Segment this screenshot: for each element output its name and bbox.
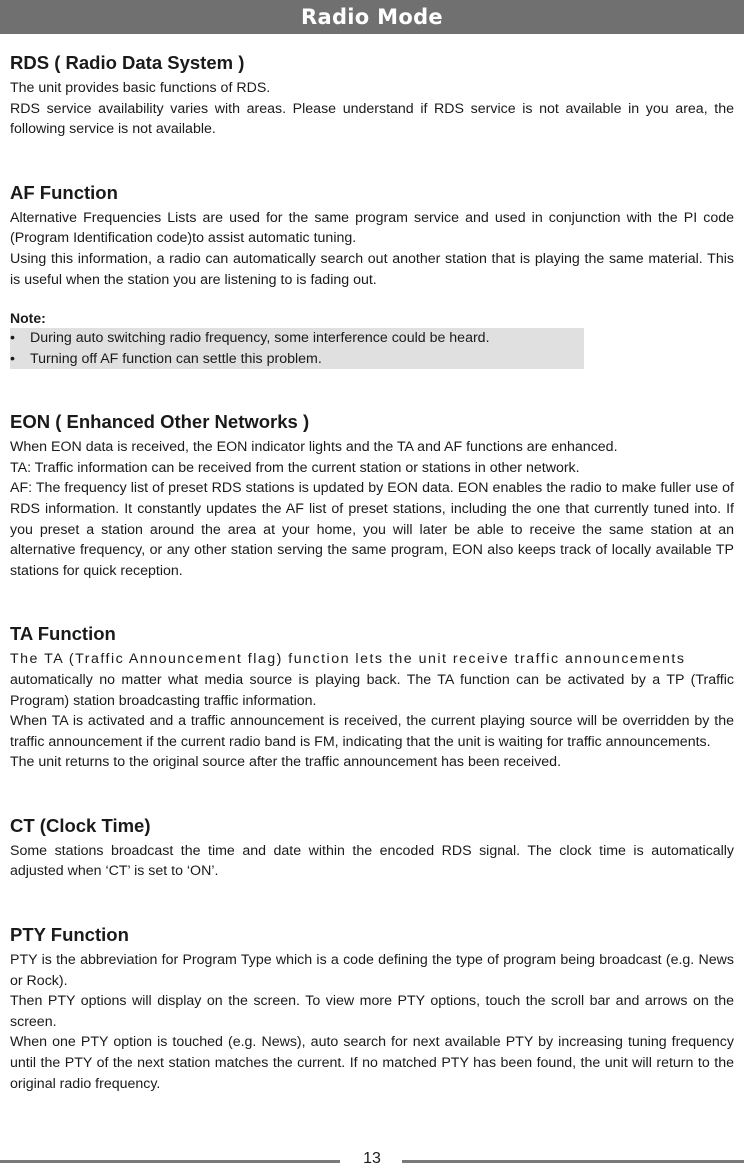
eon-paragraph: TA: Traffic information can be received from the current station or stations in other network. [10, 459, 580, 476]
ta-paragraph: The unit returns to the original source after the traffic announcement has been received. [10, 754, 562, 771]
ta-paragraph-first-line: The TA (Traffic Announcement flag) function lets the unit receive traffic announcements [10, 651, 686, 668]
pty-paragraph: PTY is the abbreviation for Program Type which is a code defining the type of program being broadcast (e.g. News or Rock). [10, 952, 734, 989]
section-title-af: AF Function [10, 181, 118, 203]
footer-divider-right [402, 1160, 744, 1163]
page-header-bar [0, 0, 744, 34]
pty-paragraph: Then PTY options will display on the screen. To view more PTY options, touch the scroll bar and arrows on the screen. [10, 993, 734, 1030]
af-paragraph: Using this information, a radio can automatically search out another station that is playing the same material. This is useful when the station you are listening to is fading out. [10, 250, 734, 288]
section-rds [10, 52, 734, 140]
section-eon [10, 411, 734, 581]
note-item: • Turning off AF function can settle this problem. [10, 349, 584, 370]
note-item: • During auto switching radio frequency, some interference could be heard. [10, 328, 584, 349]
section-spacer [10, 369, 734, 411]
section-title-rds: RDS ( Radio Data System ) [10, 52, 245, 73]
page-content [10, 52, 734, 1094]
note-list [10, 328, 584, 369]
section-title-ct: CT (Clock Time) [10, 814, 151, 836]
ta-paragraph: automatically no matter what media source is playing back. The TA function can be activated by a TP (Traffic Program) station broadcasting traffic information. [10, 671, 734, 709]
page-number: 13 [363, 1150, 381, 1167]
af-paragraph: Alternative Frequencies Lists are used for the same program service and used in conjunction with the PI code (Program Identification code)to assist automatic tuning. [10, 209, 734, 247]
pty-paragraph: When one PTY option is touched (e.g. News), auto search for next available PTY by increasing tuning frequency until the PTY of the next station matches the current. If no matched PTY has been found, the unit will return to the original radio frequency. [10, 1034, 734, 1092]
page-footer [0, 1150, 744, 1168]
section-spacer [10, 882, 734, 924]
rds-paragraph: The unit provides basic functions of RDS. [10, 80, 271, 96]
page-header-title: Radio Mode [301, 5, 443, 29]
ct-paragraph: Some stations broadcast the time and date within the encoded RDS signal. The clock time is automatically adjusted when ‘CT’ is set to ‘ON’. [10, 842, 734, 880]
ta-paragraph: When TA is activated and a traffic announcement is received, the current playing source will be overridden by the traffic announcement if the current radio band is FM, indicating that the unit is waiting for traffic announcements. [10, 713, 734, 750]
section-title-eon: EON ( Enhanced Other Networks ) [10, 411, 310, 433]
section-ct [10, 815, 734, 882]
section-title-pty: PTY Function [10, 924, 129, 946]
section-spacer [10, 581, 734, 623]
eon-paragraph: AF: The frequency list of preset RDS stations is updated by EON data. EON enables the radio to make fuller use of RDS information. It constantly updates the AF list of preset stations, including the one that currently tuned into. If you preset a station around the area at your home, you will later be able to receive the same station at an alternative frequency, or any other station serving the same program, EON also keeps track of locally available TP stations for quick reception. [10, 480, 734, 579]
footer-divider-left [0, 1160, 340, 1163]
eon-paragraph: When EON data is received, the EON indicator lights and the TA and AF functions are enhanced. [10, 439, 618, 456]
section-af [10, 182, 734, 369]
section-ta [10, 623, 734, 773]
note-label: Note: [10, 310, 46, 327]
rds-paragraph: RDS service availability varies with areas. Please understand if RDS service is not available in you area, the following service is not available. [10, 100, 734, 138]
section-spacer [10, 773, 734, 815]
section-spacer [10, 140, 734, 182]
section-title-ta: TA Function [10, 623, 116, 645]
section-pty [10, 924, 734, 1094]
